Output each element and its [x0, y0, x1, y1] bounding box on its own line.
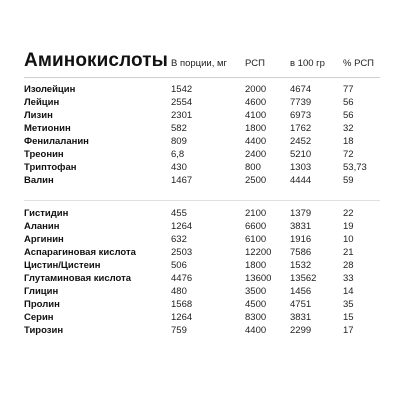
table-row [24, 84, 384, 97]
rsp-value: 3500 [245, 286, 267, 297]
per-100g-value: 1456 [290, 286, 312, 297]
portion-value: 455 [171, 208, 187, 219]
amino-acid-name: Изолейцин [24, 84, 76, 95]
table-row [24, 286, 384, 299]
table-header [24, 50, 384, 74]
rsp-value: 2500 [245, 175, 267, 186]
rsp-value: 4500 [245, 299, 267, 310]
table-row [24, 312, 384, 325]
header-divider [24, 77, 380, 78]
table-row [24, 260, 384, 273]
portion-value: 759 [171, 325, 187, 336]
rsp-value: 4400 [245, 325, 267, 336]
amino-acid-name: Аланин [24, 221, 60, 232]
percent-rsp-value: 35 [343, 299, 354, 310]
per-100g-value: 7739 [290, 97, 312, 108]
rsp-value: 4100 [245, 110, 267, 121]
table-row [24, 273, 384, 286]
portion-value: 4476 [171, 273, 193, 284]
table-title: Аминокислоты [24, 50, 168, 71]
percent-rsp-value: 21 [343, 247, 354, 258]
percent-rsp-value: 72 [343, 149, 354, 160]
amino-acid-name: Треонин [24, 149, 64, 160]
amino-acid-name: Валин [24, 175, 54, 186]
column-header-rsp: РСП [245, 58, 265, 69]
percent-rsp-value: 18 [343, 136, 354, 147]
per-100g-value: 7586 [290, 247, 312, 258]
table-row [24, 299, 384, 312]
portion-value: 1264 [171, 312, 193, 323]
portion-value: 2554 [171, 97, 193, 108]
table-row [24, 110, 384, 123]
portion-value: 1542 [171, 84, 193, 95]
column-header-portion: В порции, мг [171, 58, 228, 69]
amino-acid-name: Цистин/Цистеин [24, 260, 101, 271]
per-100g-value: 1916 [290, 234, 312, 245]
amino-acid-name: Серин [24, 312, 54, 323]
table-row [24, 149, 384, 162]
amino-acid-table [24, 50, 384, 336]
percent-rsp-value: 33 [343, 273, 354, 284]
table-row [24, 162, 384, 175]
percent-rsp-value: 56 [343, 97, 354, 108]
per-100g-value: 3831 [290, 221, 312, 232]
rsp-value: 2000 [245, 84, 267, 95]
portion-value: 582 [171, 123, 187, 134]
percent-rsp-value: 22 [343, 208, 354, 219]
portion-value: 480 [171, 286, 187, 297]
rsp-value: 6600 [245, 221, 267, 232]
per-100g-value: 5210 [290, 149, 312, 160]
portion-value: 2503 [171, 247, 193, 258]
column-header-per-100g: в 100 гр [290, 58, 325, 69]
rsp-value: 2400 [245, 149, 267, 160]
amino-acid-name: Аргинин [24, 234, 64, 245]
table-row [24, 234, 384, 247]
amino-acid-name: Триптофан [24, 162, 77, 173]
amino-acid-name: Лизин [24, 110, 53, 121]
portion-value: 2301 [171, 110, 193, 121]
amino-acid-name: Пролин [24, 299, 60, 310]
portion-value: 430 [171, 162, 187, 173]
per-100g-value: 4444 [290, 175, 312, 186]
portion-value: 1568 [171, 299, 193, 310]
portion-value: 6,8 [171, 149, 185, 160]
percent-rsp-value: 56 [343, 110, 354, 121]
per-100g-value: 4751 [290, 299, 312, 310]
percent-rsp-value: 59 [343, 175, 354, 186]
portion-value: 632 [171, 234, 187, 245]
rsp-value: 4600 [245, 97, 267, 108]
rsp-value: 2100 [245, 208, 267, 219]
amino-acid-name: Тирозин [24, 325, 64, 336]
table-row [24, 97, 384, 110]
rsp-value: 800 [245, 162, 261, 173]
amino-acid-name: Лейцин [24, 97, 60, 108]
column-header-percent-rsp: % РСП [343, 58, 375, 69]
table-row [24, 221, 384, 234]
per-100g-value: 1532 [290, 260, 312, 271]
percent-rsp-value: 77 [343, 84, 354, 95]
percent-rsp-value: 53,73 [343, 162, 367, 173]
amino-acid-name: Аспарагиновая кислота [24, 247, 136, 258]
percent-rsp-value: 17 [343, 325, 354, 336]
nonessential-amino-group [24, 208, 384, 338]
amino-acid-name: Метионин [24, 123, 71, 134]
percent-rsp-value: 28 [343, 260, 354, 271]
percent-rsp-value: 10 [343, 234, 354, 245]
portion-value: 809 [171, 136, 187, 147]
table-row [24, 208, 384, 221]
per-100g-value: 4674 [290, 84, 312, 95]
rsp-value: 8300 [245, 312, 267, 323]
portion-value: 1467 [171, 175, 193, 186]
amino-acid-name: Фенилаланин [24, 136, 89, 147]
amino-acid-name: Гистидин [24, 208, 69, 219]
amino-acid-name: Глутаминовая кислота [24, 273, 132, 284]
group-divider [24, 200, 380, 201]
table-row [24, 123, 384, 136]
portion-value: 506 [171, 260, 187, 271]
portion-value: 1264 [171, 221, 193, 232]
per-100g-value: 2452 [290, 136, 312, 147]
table-row [24, 247, 384, 260]
percent-rsp-value: 14 [343, 286, 354, 297]
table-row [24, 175, 384, 188]
rsp-value: 1800 [245, 123, 267, 134]
rsp-value: 13600 [245, 273, 272, 284]
amino-acid-name: Глицин [24, 286, 59, 297]
percent-rsp-value: 19 [343, 221, 354, 232]
rsp-value: 4400 [245, 136, 267, 147]
rsp-value: 1800 [245, 260, 267, 271]
per-100g-value: 13562 [290, 273, 317, 284]
rsp-value: 6100 [245, 234, 267, 245]
per-100g-value: 1379 [290, 208, 312, 219]
per-100g-value: 1762 [290, 123, 312, 134]
percent-rsp-value: 32 [343, 123, 354, 134]
rsp-value: 12200 [245, 247, 272, 258]
percent-rsp-value: 15 [343, 312, 354, 323]
per-100g-value: 2299 [290, 325, 312, 336]
per-100g-value: 3831 [290, 312, 312, 323]
essential-amino-group [24, 84, 384, 188]
per-100g-value: 1303 [290, 162, 312, 173]
per-100g-value: 6973 [290, 110, 312, 121]
table-row [24, 325, 384, 338]
table-row [24, 136, 384, 149]
